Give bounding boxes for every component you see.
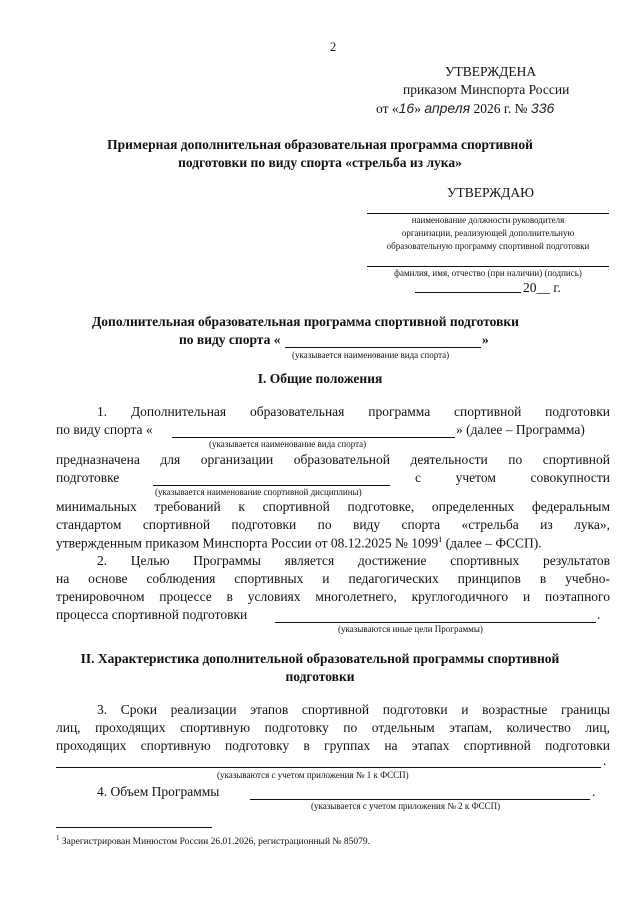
p1-discipline-line — [153, 485, 390, 486]
p2-hint: (указываются иные цели Программы) — [338, 624, 483, 634]
p1-sport-line — [172, 437, 455, 438]
program-heading-line2-suffix: » — [482, 332, 489, 347]
p1-line1: 1. Дополнительная образовательная программа спортивной подготовки — [97, 404, 610, 419]
p1-line2-prefix: по виду спорта « — [56, 422, 153, 437]
section1-heading: I. Общие положения — [257, 371, 383, 386]
date-year: 2026 г. № — [473, 101, 528, 116]
section2-heading-line2: подготовки — [285, 669, 355, 684]
section2-heading-line1: II. Характеристика дополнительной образовательной программы спортивной — [80, 651, 560, 666]
p2-goals-line — [275, 622, 596, 623]
p2-line3: тренировочном процессе в условиях многолетнего, круглогодичного и поэтапного — [56, 589, 610, 604]
signature-hint: фамилия, имя, отчество (при наличии) (подпись) — [394, 268, 582, 278]
p3-end: . — [603, 753, 607, 768]
p1-hint2: (указывается наименование спортивной дисциплины) — [155, 487, 362, 497]
approval-title: УТВЕРЖДЕНА — [445, 64, 537, 79]
footnote — [56, 834, 370, 847]
p3-blank-line — [56, 767, 601, 768]
approval-order: приказом Минспорта России — [403, 82, 570, 97]
date-prefix: от « — [376, 101, 399, 116]
p1-line5: минимальных требований к спортивной подготовке, определенных федеральным — [56, 499, 610, 514]
p2-line4-end: . — [597, 607, 601, 622]
page-number: 2 — [330, 40, 337, 54]
footnote-separator — [56, 827, 212, 828]
p1-line3: предназначена для организации образовательной деятельности по спортивной — [56, 452, 610, 467]
p2-line4-prefix: процесса спортивной подготовки — [56, 607, 248, 622]
position-hint-2: организации, реализующей дополнительную — [401, 228, 575, 238]
document-title-line1: Примерная дополнительная образовательная программа спортивной — [107, 137, 533, 152]
p4-end: . — [592, 784, 596, 799]
p1-line7 — [56, 535, 542, 552]
date-line — [415, 292, 521, 293]
position-hint-3: образовательную программу спортивной подготовки — [386, 241, 590, 251]
p2-line1: 2. Целью Программы является достижение спортивных результатов — [97, 553, 610, 568]
date-month-handwritten: апреля — [424, 100, 471, 116]
position-line — [367, 213, 609, 214]
p3-line1: 3. Сроки реализации этапов спортивной подготовки и возрастные границы — [97, 702, 610, 717]
document-title-line2: подготовки по виду спорта «стрельба из лука» — [178, 155, 462, 170]
p3-line2: лиц, проходящих спортивную подготовку по отдельным этапам, количество лиц, — [56, 720, 610, 735]
p1-line4-prefix: подготовке — [56, 470, 120, 485]
p3-hint: (указываются с учетом приложения № 1 к ФССП) — [217, 770, 409, 780]
p1-line7-end: (далее – ФССП). — [442, 535, 542, 551]
date-day-handwritten: 16 — [398, 100, 415, 116]
footnote-text: Зарегистрирован Минюстом России 26.01.2026, регистрационный № 85079. — [59, 837, 370, 848]
p1-line4-suffix: с учетом совокупности — [415, 470, 610, 485]
signature-line — [367, 266, 609, 267]
p1-line2-suffix: » (далее – Программа) — [456, 422, 585, 437]
footnote-mark: 1 — [56, 834, 60, 842]
date-mid: » — [414, 101, 421, 116]
p3-line3: проходящих спортивную подготовку в группах на этапах спортивной подготовки — [56, 738, 610, 753]
sport-name-hint: (указывается наименование вида спорта) — [292, 350, 450, 360]
p1-line7-text: утвержденным приказом Минспорта России от 08.12.2025 № 1099 — [56, 535, 439, 551]
p4-prefix: 4. Объем Программы — [97, 784, 220, 799]
p2-line2: на основе соблюдения спортивных и педагогических принципов в учебно- — [56, 571, 610, 586]
p1-hint1: (указывается наименование вида спорта) — [209, 439, 367, 449]
program-heading-line1: Дополнительная образовательная программа спортивной подготовки — [92, 314, 519, 329]
p1-line6: стандартом спортивной подготовки по виду спорта «стрельба из лука», — [56, 517, 610, 532]
program-heading-line2-prefix: по виду спорта « — [179, 332, 281, 347]
sport-name-line — [285, 347, 481, 348]
approval-date — [376, 100, 554, 117]
approve-date-year: 20__ г. — [523, 280, 561, 295]
p4-hint: (указывается с учетом приложения № 2 к ФССП) — [311, 801, 501, 811]
p4-blank-line — [250, 799, 590, 800]
footnote-ref: 1 — [438, 535, 443, 544]
order-number-handwritten: 336 — [530, 100, 555, 116]
position-hint-1: наименование должности руководителя — [411, 215, 565, 225]
approve-label: УТВЕРЖДАЮ — [447, 185, 535, 200]
